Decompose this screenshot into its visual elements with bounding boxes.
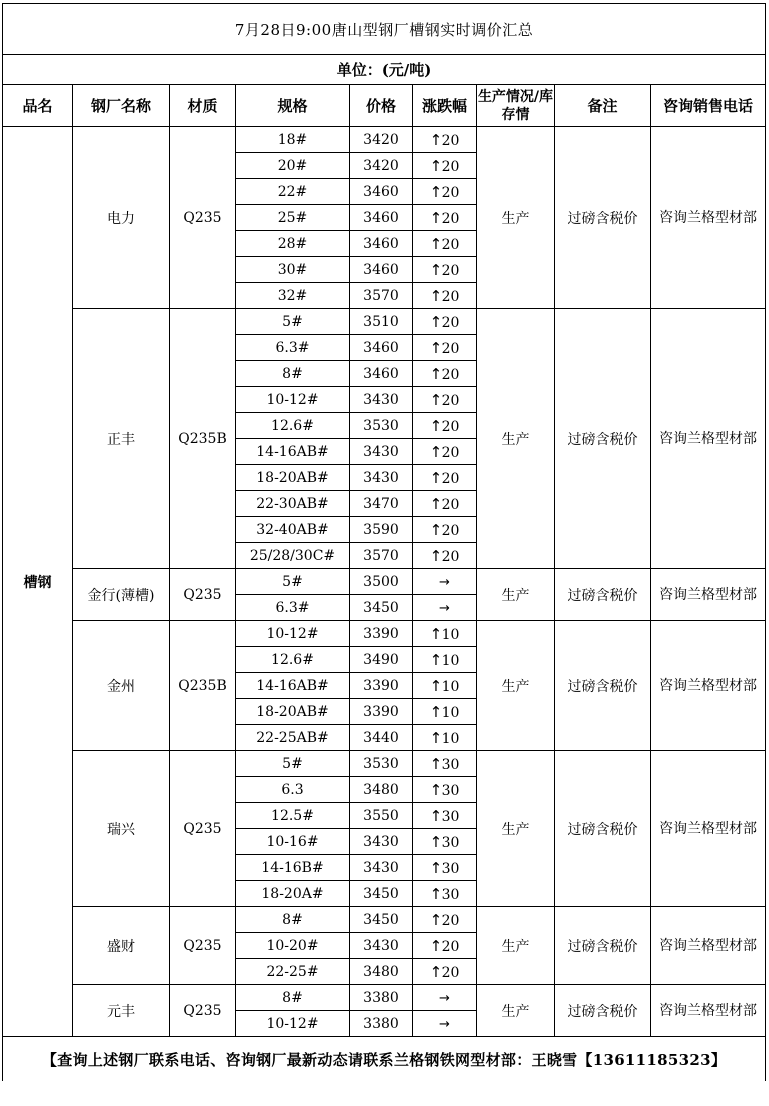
change-value: 20 [441, 236, 460, 253]
spec-cell: 6.3 [236, 777, 350, 803]
change-value: 10 [441, 730, 460, 747]
price-cell: 3500 [350, 569, 413, 595]
arrow-up-icon: ↑ [429, 364, 443, 383]
arrow-up-icon: ↑ [429, 676, 443, 695]
change-value: 20 [441, 938, 460, 955]
spec-cell: 8# [236, 907, 350, 933]
change-cell [413, 153, 477, 179]
change-value: 20 [441, 392, 460, 409]
phone-cell: 咨询兰格型材部 [651, 985, 766, 1037]
change-value: 20 [441, 288, 460, 305]
spec-cell: 5# [236, 309, 350, 335]
spec-cell: 10-12# [236, 621, 350, 647]
arrow-up-icon: ↑ [429, 728, 443, 747]
spec-cell: 32-40AB# [236, 517, 350, 543]
arrow-up-icon: ↑ [429, 312, 443, 331]
arrow-up-icon: ↑ [429, 546, 443, 565]
spec-cell: 10-20# [236, 933, 350, 959]
table-row [3, 985, 766, 1011]
change-cell [413, 725, 477, 751]
spec-cell: 22# [236, 179, 350, 205]
price-cell: 3470 [350, 491, 413, 517]
spec-cell: 10-16# [236, 829, 350, 855]
page-title: 7月28日9:00唐山型钢厂槽钢实时调价汇总 [3, 4, 766, 55]
status-cell: 生产 [477, 621, 555, 751]
arrow-right-icon: → [439, 1016, 450, 1032]
price-table [2, 3, 766, 1081]
spec-cell: 6.3# [236, 595, 350, 621]
change-cell [413, 751, 477, 777]
spec-cell: 25# [236, 205, 350, 231]
arrow-up-icon: ↑ [429, 208, 443, 227]
change-cell [413, 569, 477, 595]
material-cell: Q235 [170, 985, 236, 1037]
price-cell: 3390 [350, 621, 413, 647]
price-cell: 3510 [350, 309, 413, 335]
arrow-right-icon: → [439, 600, 450, 616]
change-value: 20 [441, 262, 460, 279]
arrow-right-icon: → [439, 574, 450, 590]
footer-contact: 【查询上述钢厂联系电话、咨询钢厂最新动态请联系兰格钢铁网型材部：王晓雪【13611185323】 [3, 1037, 766, 1082]
change-cell [413, 595, 477, 621]
change-cell [413, 855, 477, 881]
price-cell: 3450 [350, 881, 413, 907]
remark-cell: 过磅含税价 [555, 621, 651, 751]
change-value: 20 [441, 210, 460, 227]
change-cell [413, 413, 477, 439]
remark-cell: 过磅含税价 [555, 751, 651, 907]
table-row [3, 907, 766, 933]
price-cell: 3380 [350, 985, 413, 1011]
header-status: 生产情况/库存情 [477, 85, 555, 127]
status-cell: 生产 [477, 907, 555, 985]
change-cell [413, 231, 477, 257]
phone-cell: 咨询兰格型材部 [651, 309, 766, 569]
material-cell: Q235B [170, 621, 236, 751]
price-cell: 3570 [350, 283, 413, 309]
spec-cell: 14-16AB# [236, 673, 350, 699]
spec-cell: 18-20A# [236, 881, 350, 907]
change-value: 10 [441, 652, 460, 669]
mill-name-cell: 电力 [73, 127, 170, 309]
arrow-up-icon: ↑ [429, 494, 443, 513]
change-cell [413, 517, 477, 543]
change-value: 10 [441, 704, 460, 721]
change-value: 20 [441, 522, 460, 539]
spec-cell: 6.3# [236, 335, 350, 361]
spec-cell: 28# [236, 231, 350, 257]
price-cell: 3390 [350, 699, 413, 725]
arrow-up-icon: ↑ [429, 910, 443, 929]
spec-cell: 22-25AB# [236, 725, 350, 751]
change-cell [413, 257, 477, 283]
arrow-up-icon: ↑ [429, 884, 443, 903]
change-value: 20 [441, 340, 460, 357]
arrow-up-icon: ↑ [429, 650, 443, 669]
spec-cell: 5# [236, 569, 350, 595]
table-row [3, 309, 766, 335]
header-phone: 咨询销售电话 [651, 85, 766, 127]
spec-cell: 18-20AB# [236, 699, 350, 725]
change-cell [413, 179, 477, 205]
price-cell: 3430 [350, 387, 413, 413]
header-change: 涨跌幅 [413, 85, 477, 127]
mill-name-cell: 正丰 [73, 309, 170, 569]
status-cell: 生产 [477, 127, 555, 309]
price-cell: 3490 [350, 647, 413, 673]
status-cell: 生产 [477, 751, 555, 907]
arrow-up-icon: ↑ [429, 832, 443, 851]
price-cell: 3570 [350, 543, 413, 569]
remark-cell: 过磅含税价 [555, 127, 651, 309]
price-cell: 3420 [350, 153, 413, 179]
arrow-up-icon: ↑ [429, 520, 443, 539]
price-cell: 3430 [350, 855, 413, 881]
change-value: 10 [441, 678, 460, 695]
spec-cell: 22-25# [236, 959, 350, 985]
status-cell: 生产 [477, 569, 555, 621]
change-value: 20 [441, 314, 460, 331]
change-value: 30 [441, 808, 460, 825]
table-row [3, 621, 766, 647]
spec-cell: 20# [236, 153, 350, 179]
price-cell: 3460 [350, 257, 413, 283]
arrow-up-icon: ↑ [429, 962, 443, 981]
price-cell: 3460 [350, 335, 413, 361]
change-cell [413, 881, 477, 907]
change-cell [413, 465, 477, 491]
header-remark: 备注 [555, 85, 651, 127]
change-cell [413, 491, 477, 517]
header-spec: 规格 [236, 85, 350, 127]
remark-cell: 过磅含税价 [555, 985, 651, 1037]
material-cell: Q235 [170, 569, 236, 621]
material-cell: Q235 [170, 127, 236, 309]
change-value: 20 [441, 964, 460, 981]
spec-cell: 10-12# [236, 387, 350, 413]
change-value: 30 [441, 860, 460, 877]
phone-cell: 咨询兰格型材部 [651, 569, 766, 621]
spec-cell: 25/28/30C# [236, 543, 350, 569]
status-cell: 生产 [477, 985, 555, 1037]
spec-cell: 12.6# [236, 647, 350, 673]
header-product: 品名 [3, 85, 73, 127]
change-value: 20 [441, 158, 460, 175]
spec-cell: 30# [236, 257, 350, 283]
arrow-right-icon: → [439, 990, 450, 1006]
material-cell: Q235B [170, 309, 236, 569]
change-cell [413, 907, 477, 933]
spec-cell: 12.5# [236, 803, 350, 829]
phone-cell: 咨询兰格型材部 [651, 127, 766, 309]
change-cell [413, 439, 477, 465]
spec-cell: 14-16B# [236, 855, 350, 881]
product-name-cell: 槽钢 [3, 127, 73, 1037]
price-cell: 3460 [350, 205, 413, 231]
arrow-up-icon: ↑ [429, 156, 443, 175]
spec-cell: 18-20AB# [236, 465, 350, 491]
price-cell: 3430 [350, 439, 413, 465]
arrow-up-icon: ↑ [429, 858, 443, 877]
price-cell: 3390 [350, 673, 413, 699]
spec-cell: 22-30AB# [236, 491, 350, 517]
change-value: 20 [441, 470, 460, 487]
price-cell: 3480 [350, 777, 413, 803]
arrow-up-icon: ↑ [429, 806, 443, 825]
price-cell: 3450 [350, 907, 413, 933]
arrow-up-icon: ↑ [429, 416, 443, 435]
header-material: 材质 [170, 85, 236, 127]
change-value: 30 [441, 834, 460, 851]
price-cell: 3430 [350, 465, 413, 491]
change-cell [413, 543, 477, 569]
spec-cell: 18# [236, 127, 350, 153]
spec-cell: 12.6# [236, 413, 350, 439]
phone-cell: 咨询兰格型材部 [651, 907, 766, 985]
price-cell: 3480 [350, 959, 413, 985]
arrow-up-icon: ↑ [429, 780, 443, 799]
header-price: 价格 [350, 85, 413, 127]
arrow-up-icon: ↑ [429, 234, 443, 253]
mill-name-cell: 瑞兴 [73, 751, 170, 907]
change-value: 20 [441, 184, 460, 201]
change-cell [413, 699, 477, 725]
arrow-up-icon: ↑ [429, 260, 443, 279]
change-cell [413, 959, 477, 985]
spec-cell: 8# [236, 985, 350, 1011]
header-mill: 钢厂名称 [73, 85, 170, 127]
change-value: 30 [441, 886, 460, 903]
price-cell: 3420 [350, 127, 413, 153]
price-cell: 3440 [350, 725, 413, 751]
change-value: 20 [441, 444, 460, 461]
change-cell [413, 127, 477, 153]
change-value: 30 [441, 782, 460, 799]
price-cell: 3430 [350, 933, 413, 959]
material-cell: Q235 [170, 751, 236, 907]
price-cell: 3460 [350, 361, 413, 387]
table-row [3, 751, 766, 777]
arrow-up-icon: ↑ [429, 624, 443, 643]
change-cell [413, 309, 477, 335]
change-cell [413, 829, 477, 855]
change-value: 20 [441, 912, 460, 929]
spec-cell: 32# [236, 283, 350, 309]
table-row [3, 127, 766, 153]
change-cell [413, 205, 477, 231]
price-cell: 3450 [350, 595, 413, 621]
price-cell: 3430 [350, 829, 413, 855]
remark-cell: 过磅含税价 [555, 569, 651, 621]
arrow-up-icon: ↑ [429, 754, 443, 773]
change-cell [413, 335, 477, 361]
price-cell: 3460 [350, 231, 413, 257]
change-cell [413, 361, 477, 387]
arrow-up-icon: ↑ [429, 338, 443, 357]
change-value: 20 [441, 548, 460, 565]
phone-cell: 咨询兰格型材部 [651, 621, 766, 751]
arrow-up-icon: ↑ [429, 390, 443, 409]
material-cell: Q235 [170, 907, 236, 985]
change-value: 10 [441, 626, 460, 643]
change-value: 20 [441, 418, 460, 435]
change-cell [413, 647, 477, 673]
arrow-up-icon: ↑ [429, 442, 443, 461]
change-cell [413, 283, 477, 309]
change-value: 20 [441, 496, 460, 513]
price-cell: 3460 [350, 179, 413, 205]
change-cell [413, 803, 477, 829]
arrow-up-icon: ↑ [429, 936, 443, 955]
table-row [3, 569, 766, 595]
mill-name-cell: 盛财 [73, 907, 170, 985]
price-cell: 3550 [350, 803, 413, 829]
price-cell: 3380 [350, 1011, 413, 1037]
change-cell [413, 1011, 477, 1037]
change-cell [413, 985, 477, 1011]
phone-cell: 咨询兰格型材部 [651, 751, 766, 907]
arrow-up-icon: ↑ [429, 130, 443, 149]
arrow-up-icon: ↑ [429, 702, 443, 721]
status-cell: 生产 [477, 309, 555, 569]
spec-cell: 14-16AB# [236, 439, 350, 465]
remark-cell: 过磅含税价 [555, 907, 651, 985]
change-cell [413, 673, 477, 699]
change-value: 30 [441, 756, 460, 773]
spec-cell: 10-12# [236, 1011, 350, 1037]
change-cell [413, 387, 477, 413]
mill-name-cell: 元丰 [73, 985, 170, 1037]
change-cell [413, 933, 477, 959]
price-cell: 3590 [350, 517, 413, 543]
price-cell: 3530 [350, 413, 413, 439]
remark-cell: 过磅含税价 [555, 309, 651, 569]
change-value: 20 [441, 366, 460, 383]
mill-name-cell: 金行(薄槽) [73, 569, 170, 621]
change-cell [413, 777, 477, 803]
change-value: 20 [441, 132, 460, 149]
arrow-up-icon: ↑ [429, 286, 443, 305]
price-cell: 3530 [350, 751, 413, 777]
spec-cell: 8# [236, 361, 350, 387]
unit-label: 单位：(元/吨) [3, 55, 766, 85]
change-cell [413, 621, 477, 647]
arrow-up-icon: ↑ [429, 182, 443, 201]
arrow-up-icon: ↑ [429, 468, 443, 487]
mill-name-cell: 金州 [73, 621, 170, 751]
spec-cell: 5# [236, 751, 350, 777]
